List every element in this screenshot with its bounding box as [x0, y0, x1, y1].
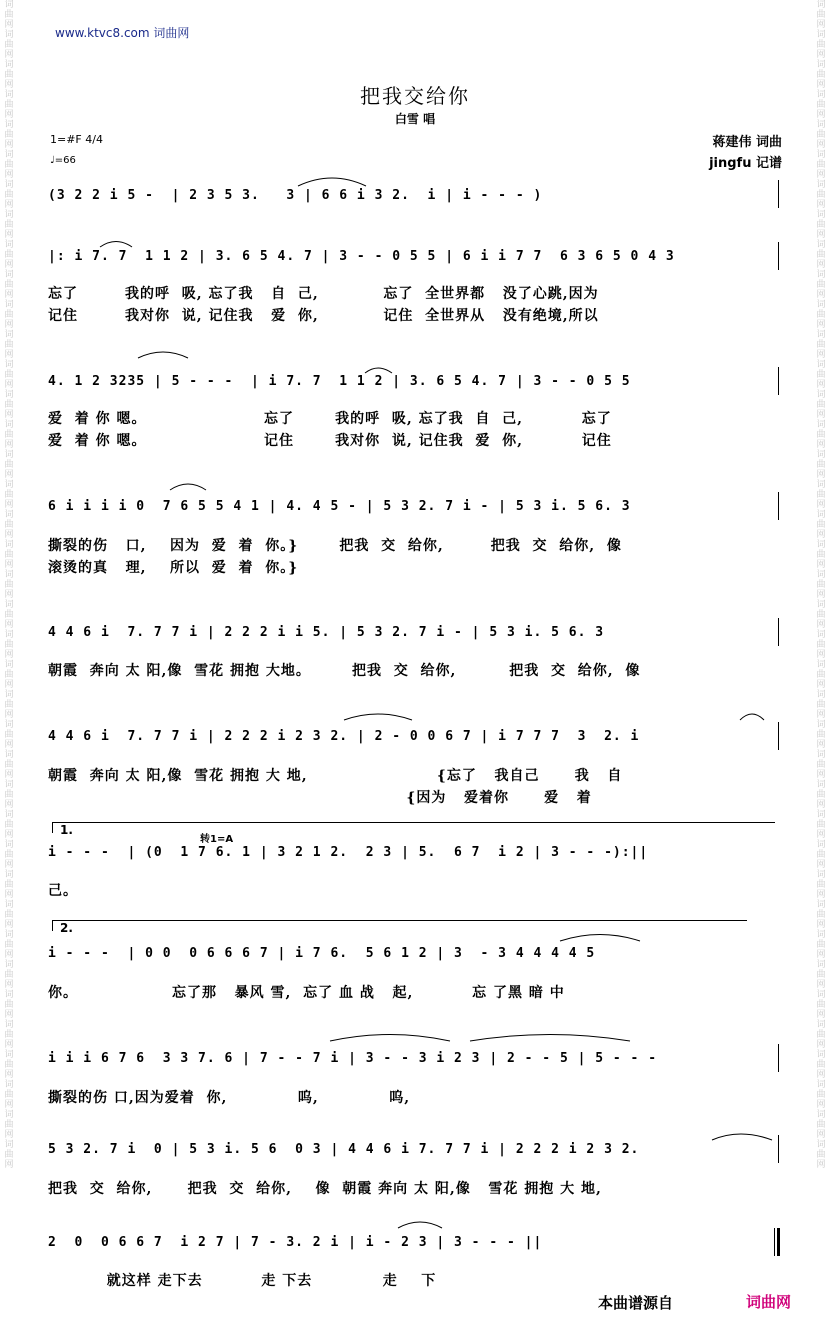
composer-credit: 蒋建伟 词曲 [712, 135, 782, 150]
notation-line-6: 4 4 6 i 7. 7 7 i | 2 2 2 i 2 3 2. | 2 - 0 0 6 7 | i 7 7 7 3 2. i [48, 729, 640, 744]
end-barline-2 [778, 242, 779, 270]
notation-line-8: i - - - | 0 0 0 6 6 6 7 | i 7 6. 5 6 1 2 | 3 - 3 4 4 4 4 5 [48, 946, 596, 961]
final-barline-thick [777, 1228, 780, 1256]
notation-line-5: 4 4 6 i 7. 7 7 i | 2 2 2 i i 5. | 5 3 2. 7 i - | 5 3 i. 5 6. 3 [48, 625, 605, 640]
volta-label-1: 1. [60, 823, 73, 837]
volta-bracket-2 [52, 920, 747, 931]
modulation-marking: 转1=A [200, 834, 234, 845]
end-barline-3 [778, 367, 779, 395]
end-barline-10 [778, 1135, 779, 1163]
lyric-line-10a: 把我 交 给你, 把我 交 给你, 像 朝霞 奔向 太 阳,像 雪花 拥抱 大 地, [48, 1181, 602, 1197]
notation-line-4: 6 i i i i 0 7 6 5 5 4 1 | 4. 4 5 - | 5 3 2. 7 i - | 5 3 i. 5 6. 3 [48, 499, 631, 514]
notation-line-3: 4. 1 2 3235 | 5 - - - | i 7. 7 1 1 2 | 3. 6 5 4. 7 | 3 - - 0 5 5 [48, 374, 631, 389]
lyric-line-6b: {因为 爱着你 爱 着 [48, 790, 592, 806]
final-barline-thin [774, 1228, 775, 1256]
end-barline-6 [778, 722, 779, 750]
end-barline-1 [778, 180, 779, 208]
notation-line-9: i i i 6 7 6 3 3 7. 6 | 7 - - 7 i | 3 - - 3 i 2 3 | 2 - - 5 | 5 - - - [48, 1051, 658, 1066]
notation-line-10: 5 3 2. 7 i 0 | 5 3 i. 5 6 0 3 | 4 4 6 i 7. 7 7 i | 2 2 2 i 2 3 2. [48, 1142, 640, 1157]
lyric-line-3a: 爱 着 你 嗯。 忘了 我的呼 吸, 忘了我 自 己, 忘了 [48, 411, 612, 427]
volta-label-2: 2. [60, 921, 73, 935]
lyric-line-4b: 滚烫的真 理, 所以 爱 着 你。} [48, 560, 299, 576]
lyric-line-8a: 你。 忘了那 暴风 雪, 忘了 血 战 起, 忘 了黑 暗 中 [48, 985, 565, 1001]
end-barline-5 [778, 618, 779, 646]
lyric-line-2b: 记住 我对你 说, 记住我 爱 你, 记住 全世界从 没有绝境,所以 [48, 308, 599, 324]
lyric-line-9a: 撕裂的伤 口,因为爱着 你, 呜, 呜, [48, 1090, 411, 1106]
singer-credit: 白雪 唱 [394, 112, 436, 126]
lyric-line-11a: 就这样 走下去 走 下去 走 下 [48, 1273, 437, 1289]
transcriber-credit: jingfu 记谱 [709, 156, 782, 171]
notation-line-11: 2 0 0 6 6 7 i 2 7 | 7 - 3. 2 i | i - 2 3 | 3 - - - || [48, 1235, 543, 1250]
notation-line-1: (3 2 2 i 5 - | 2 3 5 3. 3 | 6 6 i 3 2. i | i - - - ) [48, 188, 543, 203]
site-url[interactable]: www.ktvc8.com 词曲网 [55, 26, 190, 40]
lyric-line-6a: 朝霞 奔向 太 阳,像 雪花 拥抱 大 地, {忘了 我自己 我 自 [48, 768, 623, 784]
lyric-line-2a: 忘了 我的呼 吸, 忘了我 自 己, 忘了 全世界都 没了心跳,因为 [48, 286, 599, 302]
watermark-left: 词曲网词曲网词曲网词曲网词曲网词曲网词曲网词曲网词曲网词曲网词曲网词曲网词曲网词曲网词曲网词曲网词曲网词曲网词曲网词曲网词曲网词曲网词曲网词曲网词曲网词曲网词曲网词曲网词曲网词曲网词曲网词曲网词曲网词曲网词曲网词曲网词曲网词曲网词曲网 [4, 0, 14, 1170]
lyric-line-3b: 爱 着 你 嗯。 记住 我对你 说, 记住我 爱 你, 记住 [48, 433, 612, 449]
key-signature: 1=#F 4/4 [50, 133, 103, 146]
notation-line-7: i - - - | (0 1 7 6. 1 | 3 2 1 2. 2 3 | 5. 6 7 i 2 | 3 - - -):|| [48, 845, 649, 860]
watermark-right: 词曲网词曲网词曲网词曲网词曲网词曲网词曲网词曲网词曲网词曲网词曲网词曲网词曲网词曲网词曲网词曲网词曲网词曲网词曲网词曲网词曲网词曲网词曲网词曲网词曲网词曲网词曲网词曲网词曲网词曲网词曲网词曲网词曲网词曲网词曲网词曲网词曲网词曲网词曲网 [816, 0, 826, 1170]
song-title: 把我交给你 [360, 84, 470, 108]
footer-logo[interactable]: 词曲网 [746, 1293, 792, 1311]
volta-bracket-1 [52, 822, 775, 833]
end-barline-4 [778, 492, 779, 520]
lyric-line-5a: 朝霞 奔向 太 阳,像 雪花 拥抱 大地。 把我 交 给你, 把我 交 给你, 像 [48, 663, 641, 679]
lyric-line-7a: 己。 [48, 883, 78, 899]
tempo-marking: ♩=66 [50, 155, 76, 166]
notation-line-2: |: i 7. 7 1 1 2 | 3. 6 5 4. 7 | 3 - - 0 5 5 | 6 i i 7 7 6 3 6 5 0 4 3 [48, 249, 675, 264]
footer-source-text: 本曲谱源自 [598, 1294, 674, 1312]
lyric-line-4a: 撕裂的伤 口, 因为 爱 着 你。} 把我 交 给你, 把我 交 给你, 像 [48, 538, 622, 554]
end-barline-9 [778, 1044, 779, 1072]
